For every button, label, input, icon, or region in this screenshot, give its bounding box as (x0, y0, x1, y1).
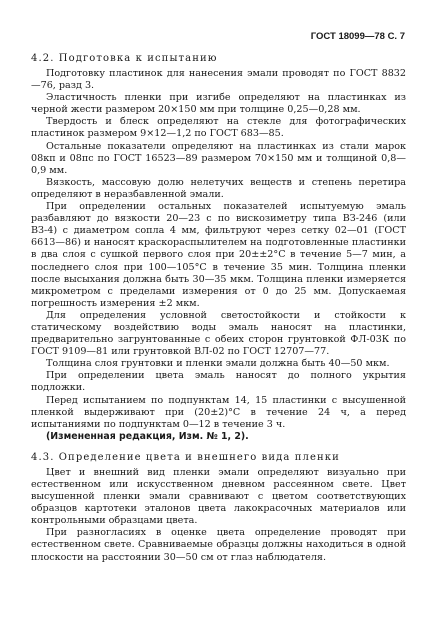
document-body (31, 48, 406, 564)
paragraph: Перед испытанием по подпунктам 14, 15 пластинки с высушенной пленкой выдерживают при (20±2)°С в течение 24 ч, а перед испытаниями по подпунктам 0—12 в течение 3 ч. (31, 394, 406, 430)
paragraph: Толщина слоя грунтовки и пленки эмали должна быть 40—50 мкм. (46, 358, 390, 370)
paragraph: При разногласиях в оценке цвета определение проводят при естественном свете. Сравниваемые образцы должны находиться в одной плоскости на расстоянии 30—50 см от глаз наблюдателя. (31, 527, 406, 563)
paragraph: При определении цвета эмаль наносят до полного укрытия подложки. (31, 370, 406, 394)
edition-note: (Измененная редакция, Изм. № 1, 2). (46, 430, 249, 442)
paragraph: При определении остальных показателей испытуемую эмаль разбавляют до вязкости 20—23 с по вискозиметру типа ВЗ-246 (или ВЗ-4) с диаметром сопла 4 мм, фильтруют через сетку 02—01 (ГОСТ 6613—86) и наносят краскораспылителем на подготовленные пластинки в два слоя с сушкой первого слоя при 20±±2°С в течение 5—7 мин, а последнего слоя при 100—105°С в течение 35 мин. Толщина пленки после высыхания должна быть 30—35 мкм. Толщина пленки измеряется микрометром с пределами измерения от 0 до 25 мм. Допускаемая погрешность измерения ±2 мкм. (31, 201, 406, 309)
section-4-3-heading: 4.3. Определение цвета и внешнего вида пленки (31, 451, 340, 463)
paragraph: Остальные показатели определяют на пластинках из стали марок 08кп и 08пс по ГОСТ 16523—89 размером 70×150 мм и толщиной 0,8—0,9 мм. (31, 140, 406, 176)
paragraph: Подготовку пластинок для нанесения эмали проводят по ГОСТ 8832—76, разд 3. (31, 68, 406, 92)
paragraph: Цвет и внешний вид пленки эмали определяют визуально при естественном или искусственном дневном рассеянном свете. Цвет высушенной пленки эмали сравнивают с цветом соответствующих образцов картотеки эталонов цвета лакокрасочных материалов или контрольными образцами цвета. (31, 466, 406, 527)
paragraph: Вязкость, массовую долю нелетучих веществ и степень перетира определяют в неразбавленной эмали. (31, 176, 406, 200)
paragraph: Для определения условной светостойкости и стойкости к статическому воздействию воды эмаль наносят на пластинки, предварительно загрунтованные с обеих сторон грунтовкой ФЛ-03К по ГОСТ 9109—81 или грунтовкой ВЛ-02 по ГОСТ 12707—77. (31, 309, 406, 358)
page-header: ГОСТ 18099—78 С. 7 (310, 31, 405, 42)
section-4-2-heading: 4.2. Подготовка к испытанию (31, 53, 218, 64)
paragraph: Эластичность пленки при изгибе определяют на пластинках из черной жести размером 20×150 мм при толщине 0,25—0,28 мм. (31, 92, 406, 116)
paragraph: Твердость и блеск определяют на стекле для фотографических пластинок размером 9×12—1,2 по ГОСТ 683—85. (31, 116, 406, 140)
